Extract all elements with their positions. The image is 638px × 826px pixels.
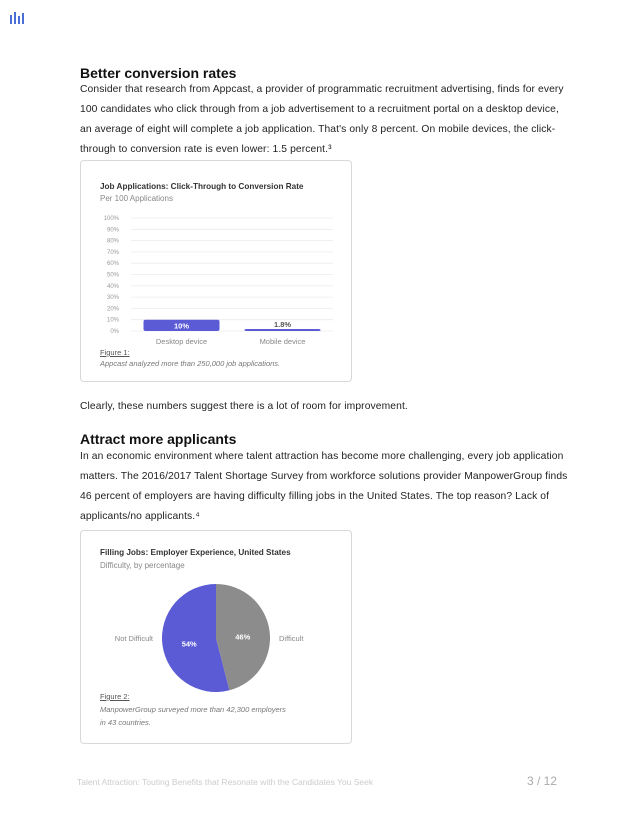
y-tick-label: 40% (106, 283, 119, 290)
chart-2-title: Filling Jobs: Employer Experience, United States (100, 548, 291, 557)
transition-paragraph: Clearly, these numbers suggest there is a lot of room for improvement. (80, 401, 408, 412)
pie-data-label: 54% (181, 639, 197, 649)
chart-1-title: Job Applications: Click-Through to Conversion Rate (100, 182, 304, 191)
y-tick-label: 80% (106, 238, 119, 245)
footer-document-title: Talent Attraction: Touting Benefits that Resonate with the Candidates You Seek (77, 777, 374, 787)
y-tick-label: 10% (106, 317, 119, 324)
bar-data-label: 1.8% (273, 319, 292, 329)
section-title-conversion: Better conversion rates (80, 65, 237, 81)
x-tick-label: Desktop device (155, 337, 208, 346)
bar (245, 329, 321, 331)
figure-2-label-text[interactable]: Figure 2 (100, 692, 128, 701)
y-tick-label: 90% (106, 227, 119, 234)
chart-1-subtitle: Per 100 Applications (100, 194, 173, 203)
section-paragraph-applicants: In an economic environment where talent attraction has become more challenging, every job application matters. The 2016/2017 Talent Shortage Survey from workforce solutions provider ManpowerGroup finds 46 percent of employers are having difficulty filling jobs in the United States. The top reason? Lack of applicants/no applicants.⁴ (80, 451, 568, 522)
figure-1-label[interactable] (100, 348, 130, 357)
figure-2-caption-line-1: ManpowerGroup surveyed more than 42,300 employers (100, 705, 286, 714)
y-tick-label: 20% (106, 306, 119, 313)
figure-1-card (80, 160, 352, 382)
figure-2-caption-line-2: in 43 countries. (100, 718, 151, 727)
x-tick-label: Mobile device (259, 337, 306, 346)
chart-2-subtitle: Difficulty, by percentage (100, 561, 185, 570)
y-tick-label: 100% (103, 216, 119, 222)
pie-category-label: Difficult (279, 634, 304, 643)
figure-2-label[interactable] (100, 692, 130, 701)
y-tick-label: 30% (106, 295, 119, 302)
figure-2-label-colon: : (127, 692, 130, 701)
figure-1-caption: Appcast analyzed more than 250,000 job applications. (100, 359, 281, 368)
y-tick-label: 70% (106, 249, 119, 256)
pie-category-label: Not Difficult (114, 634, 153, 643)
pie-data-label: 46% (235, 632, 251, 642)
figure-1-label-colon: : (127, 348, 130, 357)
brand-logo-icon (10, 12, 24, 26)
section-title-applicants: Attract more applicants (80, 431, 237, 447)
bar-data-label: 10% (173, 321, 190, 331)
section-paragraph-conversion: Consider that research from Appcast, a provider of programmatic recruitment advertising, finds for every 100 candidates who click through from a job advertisement to a recruitment portal on a desktop device, an average of eight will complete a job application. That's only 8 percent. On mobile devices, the click-through to conversion rate is even lower: 1.5 percent.³ (80, 84, 564, 155)
page-number: 3 / 12 (527, 774, 558, 788)
y-tick-label: 0% (110, 329, 119, 335)
figure-1-label-text[interactable]: Figure 1 (100, 348, 128, 357)
y-tick-label: 50% (106, 272, 119, 279)
y-tick-label: 60% (106, 261, 119, 268)
figure-2-card (80, 530, 352, 744)
